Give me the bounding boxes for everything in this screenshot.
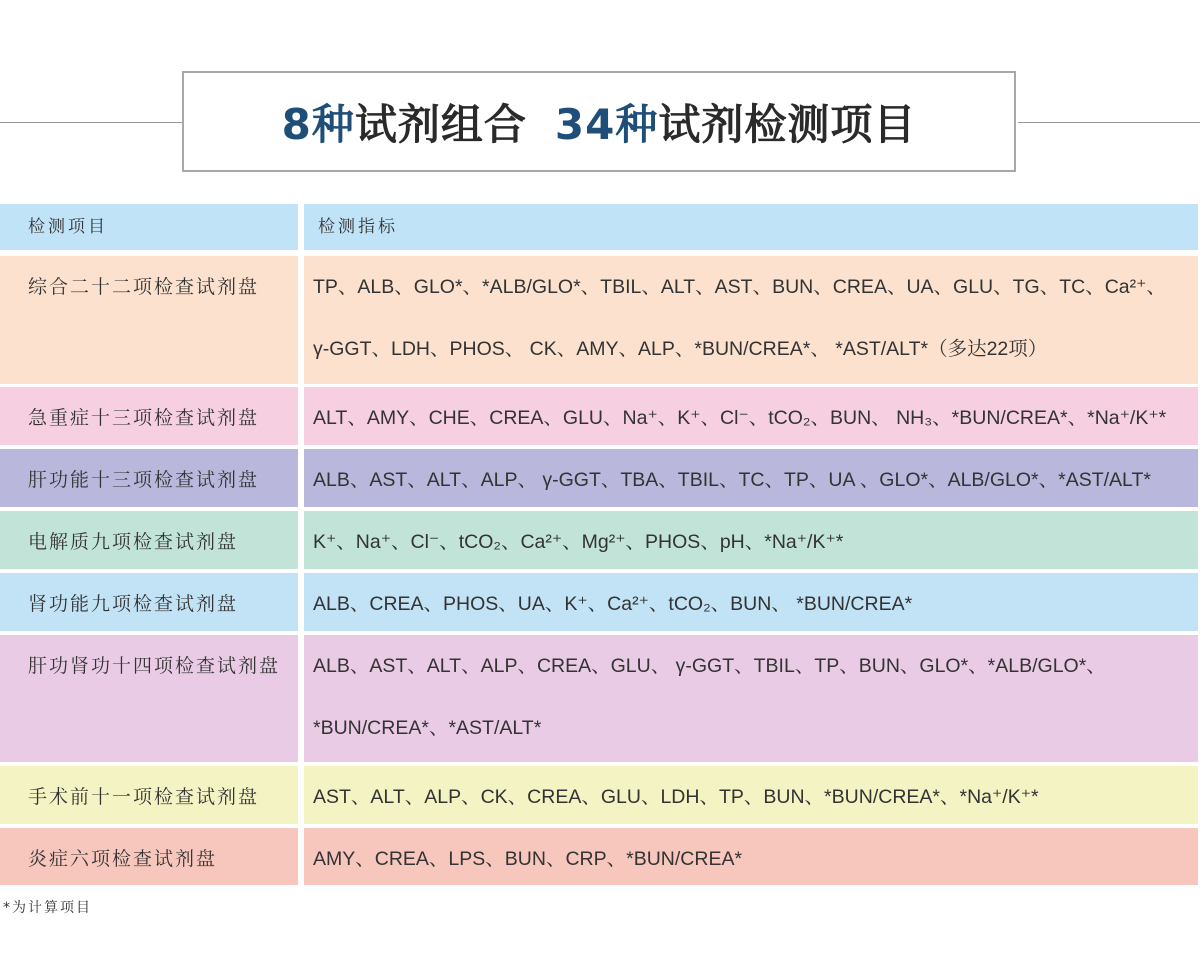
row-name-cell — [0, 573, 298, 631]
row-name: 电解质九项检查试剂盘 — [28, 531, 239, 553]
title-count-combos: 8种 — [281, 99, 355, 149]
table-row — [0, 828, 1200, 885]
table-header — [0, 204, 1200, 250]
row-indicators-cell — [304, 573, 1198, 631]
row-indicators-line: ALT、AMY、CHE、CREA、GLU、Na⁺、K⁺、Cl⁻、tCO₂、BUN、 NH₃、*BUN/CREA*、*Na⁺/K⁺* — [313, 407, 1167, 429]
row-indicators-cell — [304, 511, 1198, 569]
row-name: 肾功能九项检查试剂盘 — [28, 593, 239, 615]
row-name-cell — [0, 828, 298, 885]
header-cell-indicator — [304, 204, 1198, 250]
row-name-cell — [0, 511, 298, 569]
title-text-combos: 试剂组合 — [354, 99, 527, 149]
table-row — [0, 387, 1200, 445]
table-row — [0, 573, 1200, 631]
row-indicators-cell — [304, 387, 1198, 445]
table-row — [0, 256, 1200, 384]
row-indicators-line: K⁺、Na⁺、Cl⁻、tCO₂、Ca²⁺、Mg²⁺、PHOS、pH、*Na⁺/K⁺* — [313, 531, 844, 553]
title-rule-right — [1018, 122, 1200, 123]
row-name: 肝功肾功十四项检查试剂盘 — [28, 655, 281, 677]
row-name-cell — [0, 766, 298, 824]
row-indicators-cell — [304, 635, 1198, 762]
row-indicators-line: AMY、CREA、LPS、BUN、CRP、*BUN/CREA* — [313, 848, 743, 870]
title-text-items: 试剂检测项目 — [658, 99, 917, 149]
header-label-item: 检测项目 — [28, 217, 108, 237]
page-title — [182, 71, 1016, 172]
row-indicators-line: ALB、CREA、PHOS、UA、K⁺、Ca²⁺、tCO₂、BUN、 *BUN/CREA* — [313, 593, 913, 615]
row-name: 肝功能十三项检查试剂盘 — [28, 469, 260, 491]
title-rule-left — [0, 122, 183, 123]
row-name-cell — [0, 256, 298, 384]
row-indicators-cell — [304, 828, 1198, 885]
row-name: 综合二十二项检查试剂盘 — [28, 276, 260, 298]
header-label-indicator: 检测指标 — [318, 217, 398, 237]
footnote: *为计算项目 — [3, 900, 92, 916]
row-name: 炎症六项检查试剂盘 — [28, 848, 218, 870]
table-row — [0, 766, 1200, 824]
title-count-items: 34种 — [554, 99, 659, 149]
header-cell-item — [0, 204, 298, 250]
row-indicators-line: TP、ALB、GLO*、*ALB/GLO*、TBIL、ALT、AST、BUN、CREA、UA、GLU、TG、TC、Ca²⁺、 — [313, 276, 1166, 298]
row-indicators-line: γ-GGT、LDH、PHOS、 CK、AMY、ALP、*BUN/CREA*、 *AST/ALT*（多达22项） — [313, 338, 1048, 360]
row-indicators-line: ALB、AST、ALT、ALP、CREA、GLU、 γ-GGT、TBIL、TP、BUN、GLO*、*ALB/GLO*、 — [313, 655, 1106, 677]
row-indicators-cell — [304, 256, 1198, 384]
row-name-cell — [0, 449, 298, 507]
table-row — [0, 511, 1200, 569]
row-indicators-cell — [304, 766, 1198, 824]
row-indicators-line: ALB、AST、ALT、ALP、 γ-GGT、TBA、TBIL、TC、TP、UA 、GLO*、ALB/GLO*、*AST/ALT* — [313, 469, 1151, 491]
table-row — [0, 635, 1200, 762]
row-name-cell — [0, 635, 298, 762]
table-row — [0, 449, 1200, 507]
row-indicators-cell — [304, 449, 1198, 507]
row-name-cell — [0, 387, 298, 445]
row-name: 手术前十一项检查试剂盘 — [28, 786, 260, 808]
row-indicators-line: *BUN/CREA*、*AST/ALT* — [313, 717, 542, 739]
row-name: 急重症十三项检查试剂盘 — [28, 407, 260, 429]
row-indicators-line: AST、ALT、ALP、CK、CREA、GLU、LDH、TP、BUN、*BUN/CREA*、*Na⁺/K⁺* — [313, 786, 1039, 808]
